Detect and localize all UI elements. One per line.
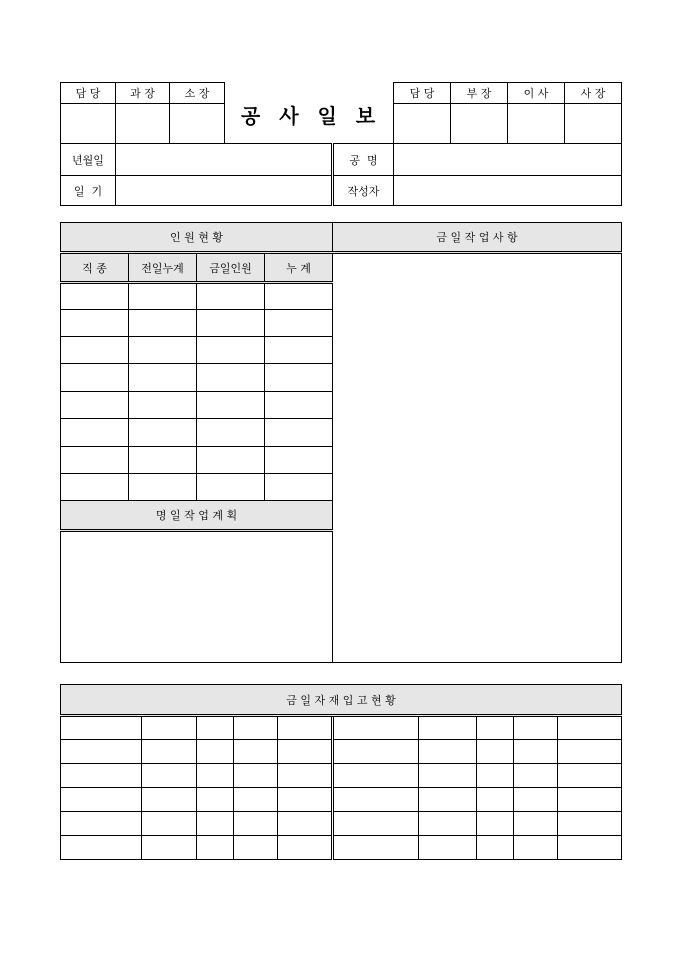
material-cell[interactable] [61, 716, 142, 740]
material-cell[interactable] [197, 836, 234, 860]
material-cell[interactable] [278, 812, 333, 836]
personnel-cell[interactable] [197, 419, 265, 447]
material-cell[interactable] [419, 788, 477, 812]
materials-title: 금 일 자 재 입 고 현 황 [61, 685, 622, 716]
material-cell[interactable] [419, 812, 477, 836]
material-cell[interactable] [234, 836, 278, 860]
signature-box[interactable] [61, 104, 116, 144]
material-cell[interactable] [333, 764, 419, 788]
material-cell[interactable] [477, 740, 514, 764]
personnel-cell[interactable] [129, 310, 197, 337]
material-cell[interactable] [278, 716, 333, 740]
approval-right-label: 사 장 [565, 83, 622, 104]
material-cell[interactable] [142, 740, 197, 764]
weather-field[interactable] [116, 176, 333, 206]
author-field[interactable] [394, 176, 622, 206]
personnel-cell[interactable] [129, 364, 197, 392]
material-cell[interactable] [333, 812, 419, 836]
personnel-cell[interactable] [129, 419, 197, 447]
material-cell[interactable] [234, 812, 278, 836]
project-label: 공 명 [333, 144, 394, 176]
material-cell[interactable] [333, 836, 419, 860]
material-cell[interactable] [234, 764, 278, 788]
material-cell[interactable] [333, 716, 419, 740]
personnel-header: 금일인원 [197, 253, 265, 283]
material-cell[interactable] [197, 764, 234, 788]
personnel-cell[interactable] [265, 337, 333, 364]
today-work-title: 금 일 작 업 사 항 [333, 223, 622, 253]
material-cell[interactable] [234, 788, 278, 812]
material-cell[interactable] [477, 836, 514, 860]
personnel-cell[interactable] [61, 419, 129, 447]
material-cell[interactable] [333, 788, 419, 812]
tomorrow-plan-title: 명 일 작 업 계 획 [61, 501, 333, 531]
author-label: 작성자 [333, 176, 394, 206]
material-cell[interactable] [142, 764, 197, 788]
personnel-cell[interactable] [197, 283, 265, 310]
material-cell[interactable] [514, 716, 558, 740]
material-cell[interactable] [419, 836, 477, 860]
material-cell[interactable] [278, 740, 333, 764]
date-label: 년월일 [61, 144, 116, 176]
personnel-header: 누 계 [265, 253, 333, 283]
approval-right [393, 82, 622, 144]
material-cell[interactable] [558, 764, 622, 788]
material-cell[interactable] [142, 812, 197, 836]
personnel-cell[interactable] [61, 283, 129, 310]
material-cell[interactable] [514, 812, 558, 836]
material-cell[interactable] [142, 836, 197, 860]
material-cell[interactable] [197, 740, 234, 764]
signature-box[interactable] [565, 104, 622, 144]
material-cell[interactable] [234, 716, 278, 740]
signature-box[interactable] [394, 104, 451, 144]
personnel-cell[interactable] [129, 337, 197, 364]
material-cell[interactable] [477, 764, 514, 788]
material-cell[interactable] [197, 716, 234, 740]
material-cell[interactable] [558, 836, 622, 860]
personnel-cell[interactable] [197, 364, 265, 392]
material-cell[interactable] [514, 836, 558, 860]
material-cell[interactable] [197, 812, 234, 836]
personnel-cell[interactable] [265, 447, 333, 474]
material-cell[interactable] [477, 788, 514, 812]
material-cell[interactable] [419, 716, 477, 740]
personnel-cell[interactable] [197, 392, 265, 419]
signature-box[interactable] [451, 104, 508, 144]
approval-left-label: 과 장 [116, 83, 170, 104]
material-cell[interactable] [197, 788, 234, 812]
approval-right-label: 담 당 [394, 83, 451, 104]
personnel-cell[interactable] [61, 474, 129, 501]
personnel-cell[interactable] [61, 310, 129, 337]
approval-right-label: 부 장 [451, 83, 508, 104]
approval-right-label: 이 사 [508, 83, 565, 104]
personnel-cell[interactable] [265, 392, 333, 419]
personnel-cell[interactable] [265, 310, 333, 337]
material-cell[interactable] [477, 812, 514, 836]
personnel-header: 직 종 [61, 253, 129, 283]
approval-left-label: 담 당 [61, 83, 116, 104]
personnel-cell[interactable] [129, 283, 197, 310]
signature-box[interactable] [170, 104, 225, 144]
signature-box[interactable] [116, 104, 170, 144]
personnel-title: 인 원 현 황 [61, 223, 333, 253]
personnel-cell[interactable] [197, 310, 265, 337]
material-cell[interactable] [558, 716, 622, 740]
personnel-cell[interactable] [129, 474, 197, 501]
tomorrow-plan-area[interactable] [61, 531, 333, 663]
today-work-area[interactable] [333, 253, 622, 663]
material-cell[interactable] [278, 764, 333, 788]
material-cell[interactable] [61, 740, 142, 764]
personnel-cell[interactable] [129, 392, 197, 419]
material-cell[interactable] [142, 788, 197, 812]
personnel-cell[interactable] [129, 447, 197, 474]
material-cell[interactable] [419, 740, 477, 764]
personnel-cell[interactable] [61, 392, 129, 419]
approval-left-label: 소 장 [170, 83, 225, 104]
work-section [60, 222, 622, 663]
material-cell[interactable] [558, 788, 622, 812]
material-cell[interactable] [514, 740, 558, 764]
personnel-cell[interactable] [265, 364, 333, 392]
weather-label: 일 기 [61, 176, 116, 206]
signature-box[interactable] [508, 104, 565, 144]
material-cell[interactable] [142, 716, 197, 740]
document-title: 공 사 일 보 [240, 104, 382, 128]
project-field[interactable] [394, 144, 622, 176]
material-cell[interactable] [514, 764, 558, 788]
approval-left [60, 82, 225, 144]
materials-table [60, 684, 622, 860]
material-cell[interactable] [61, 812, 142, 836]
personnel-cell[interactable] [197, 447, 265, 474]
material-cell[interactable] [278, 836, 333, 860]
material-cell[interactable] [234, 740, 278, 764]
personnel-cell[interactable] [61, 447, 129, 474]
material-cell[interactable] [61, 764, 142, 788]
personnel-cell[interactable] [265, 283, 333, 310]
material-cell[interactable] [333, 740, 419, 764]
personnel-cell[interactable] [197, 474, 265, 501]
material-cell[interactable] [477, 716, 514, 740]
material-cell[interactable] [558, 812, 622, 836]
personnel-cell[interactable] [197, 337, 265, 364]
info-table [60, 143, 622, 206]
personnel-cell[interactable] [61, 364, 129, 392]
material-cell[interactable] [278, 788, 333, 812]
material-cell[interactable] [419, 764, 477, 788]
personnel-cell[interactable] [265, 419, 333, 447]
material-cell[interactable] [61, 788, 142, 812]
date-field[interactable] [116, 144, 333, 176]
personnel-cell[interactable] [265, 474, 333, 501]
material-cell[interactable] [514, 788, 558, 812]
material-cell[interactable] [558, 740, 622, 764]
material-cell[interactable] [61, 836, 142, 860]
personnel-cell[interactable] [61, 337, 129, 364]
personnel-header: 전일누계 [129, 253, 197, 283]
